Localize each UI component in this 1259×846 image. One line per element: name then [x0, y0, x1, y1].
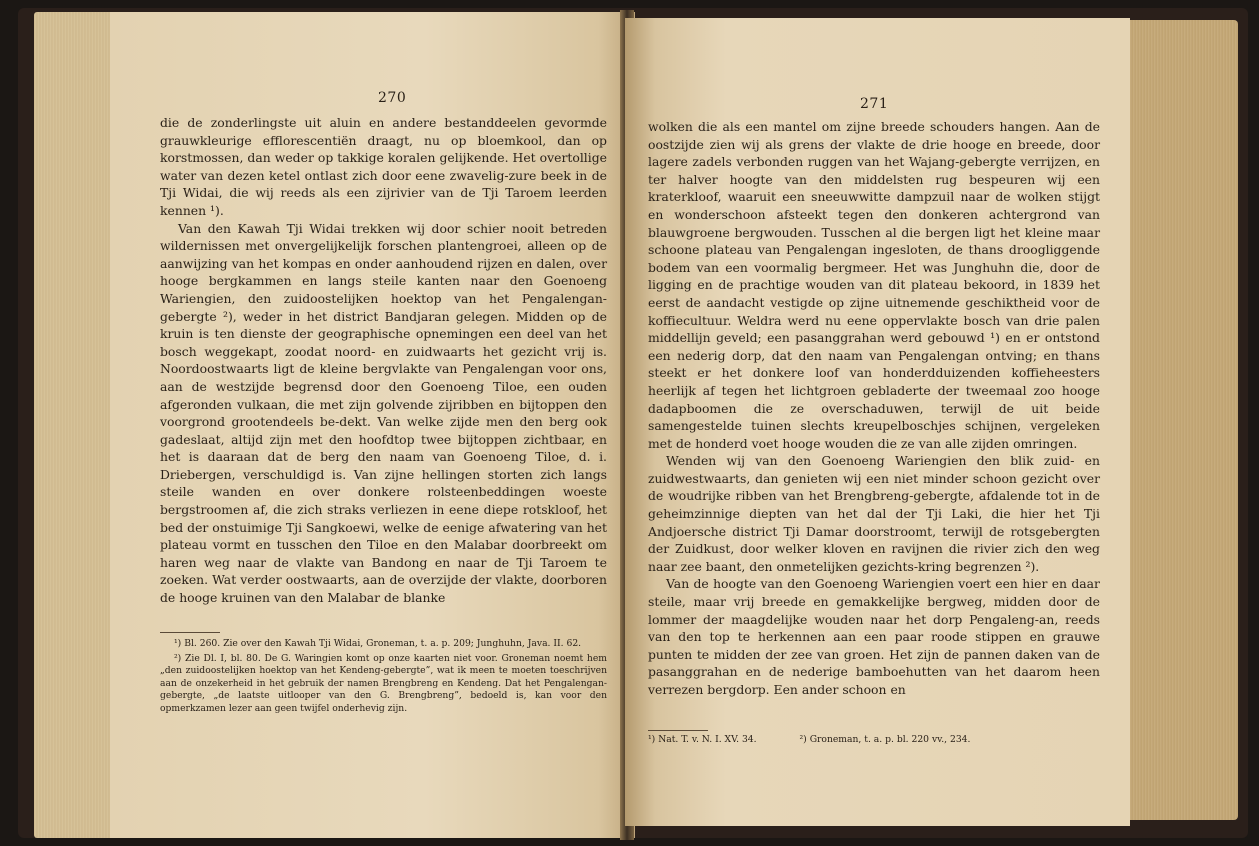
right-page-edges	[1120, 20, 1238, 820]
footnote-rule	[648, 730, 708, 731]
footnote: ¹) Nat. T. v. N. I. XV. 34.	[648, 734, 757, 745]
footnotes	[648, 734, 1100, 747]
page-number: 271	[860, 96, 889, 112]
footnote: ²) Groneman, t. a. p. bl. 220 vv., 234.	[799, 734, 971, 745]
body-text	[648, 118, 1100, 699]
footnote: ²) Zie Dl. I, bl. 80. De G. Waringien komt op onze kaarten niet voor. Groneman noemt hem „den zuidoostelijken hoektop van het Kendeng-gebergte”, wat ik meen te moeten toeschrijven aan de onzekerheid in het gebruik der namen Brengbreng en Kendeng. Dat het Pengalengan-gebergte, „de laatste uitlooper van den G. Brengbreng”, bedoeld is, kan voor den opmerkzamen lezer aan geen twijfel onderhevig zijn.	[160, 652, 607, 714]
footnote: ¹) Bl. 260. Zie over den Kawah Tji Widai, Groneman, t. a. p. 209; Junghuhn, Java. II. 62.	[174, 638, 582, 649]
footnote-rule	[160, 632, 220, 633]
paragraph: Wenden wij van den Goenoeng Wariengien den blik zuid- en zuidwestwaarts, dan genieten wij een niet minder schoon gezicht over de woudrijke ribben van het Brengbreng-gebergte, afdalende tot in de geheimzinnige diepten van het dal der Tji Laki, die hier het Tji Andjoersche district Tji Damar doorstroomt, terwijl de rotsgebergten der Zuidkust, door welker kloven en ravijnen die rivier zich den weg naar zee baant, den onmetelijken gezichts-kring begrenzen ²).	[648, 453, 1100, 574]
paragraph: die de zonderlingste uit aluin en andere bestanddeelen gevormde grauwkleurige efflorescentiën draagt, nu op bloemkool, dan op korstmossen, dan weder op takkige koralen gelijkende. Het overtollige water van dezen ketel ontlast zich door eene zwavelig-zure beek in de Tji Widai, die wij reeds als een zijrivier van de Tji Taroem leerden kennen ¹).	[160, 115, 607, 218]
right-page	[625, 18, 1130, 826]
paragraph: Van de hoogte van den Goenoeng Wariengien voert een hier en daar steile, maar vrij breede en gemakkelijke bergweg, midden door de lommer der maagdelijke wouden naar het dorp Pengaleng-an, reeds van den top te herkennen aan een paar roode stippen en grauwe punten te midden der zee van groen. Het zijn de pannen daken van de pasanggrahan en de nederige bamboehutten van het daarom heen verrezen bergdorp. Een ander schoon en	[648, 576, 1100, 697]
paragraph: Van den Kawah Tji Widai trekken wij door schier nooit betreden wildernissen met onvergelijkelijk forschen plantengroei, alleen op de aanwijzing van het kompas en onder aanhoudend rijzen en dalen, over hooge bergkammen en langs steile kanten naar den Goenoeng Wariengien, den zuidoostelijken hoektop van het Pengalengan-gebergte ²), weder in het district Bandjaran gelegen. Midden op de kruin is ten dienste der geographische opnemingen een deel van het bosch weggekapt, zoodat noord- en zuidwaarts het gezicht vrij is. Noordoostwaarts ligt de kleine bergvlakte van Pengalengan voor ons, aan de westzijde begrensd door den Goenoeng Tiloe, een ouden afgeronden vulkaan, die met zijn golvende zijribben en bijtoppen den voorgrond grootendeels be-dekt. Van welke zijde men den berg ook gadeslaat, altijd zijn met den hoofdtop twee bijtoppen zichtbaar, en het is daaraan dat de berg den naam van Goenoeng Tiloe, d. i. Driebergen, verschuldigd is. Van zijne hellingen storten zich langs steile wanden en over donkere rolsteenbeddingen woeste bergstroomen af, die zich straks verliezen in eene diepe rotskloof, het bed der onstuimige Tji Sangkoewi, welke de eenige afwatering van het plateau vormt en tusschen den Tiloe en den Malabar doorbreekt om haren weg naar de vlakte van Bandong en naar de Tji Taroem te zoeken. Wat verder oostwaarts, aan de overzijde der vlakte, doorboren de hooge kruinen van den Malabar de blanke	[160, 220, 607, 606]
paragraph: wolken die als een mantel om zijne breede schouders hangen. Aan de oostzijde zien wij als grens der vlakte de drie hooge en breede, door lagere zadels verbonden ruggen van het Wajang-gebergte verrijzen, en ter halver hoogte van den middelsten rug bespeuren wij een kraterkloof, waaruit een sneeuwwitte dampzuil naar de wolken stijgt en wonderschoon afsteekt tegen den donkeren achtergrond van blauwgroene bergwouden. Tusschen al die bergen ligt het kleine maar schoone plateau van Pengalengan ingesloten, de thans droogliggende bodem van een voormalig bergmeer. Het was Junghuhn die, door de ligging en de prachtige wouden van dit plateau bekoord, in 1839 het eerst de aandacht vestigde op zijne uitnemende geschiktheid voor de koffiecultuur. Weldra werd nu eene oppervlakte bosch van drie palen middellijn geveld; een pasanggrahan werd gebouwd ¹) en er ontstond een nederig dorp, dat den naam van Pengalengan ontving; en thans steekt er het donkere loof van honderdduizenden koffieheesters heerlijk af tegen het lichtgroen gebladerte der tweemaal zoo hooge dadapboomen die ze overschaduwen, terwijl de uit beide samengestelde tuinen slechts kreupelboschjes schijnen, vergeleken met de honderd voet hooge wouden die ze van alle zijden omringen.	[648, 119, 1100, 451]
left-page	[110, 12, 635, 838]
page-number: 270	[378, 90, 407, 106]
footnotes	[160, 638, 607, 718]
body-text	[160, 114, 607, 607]
